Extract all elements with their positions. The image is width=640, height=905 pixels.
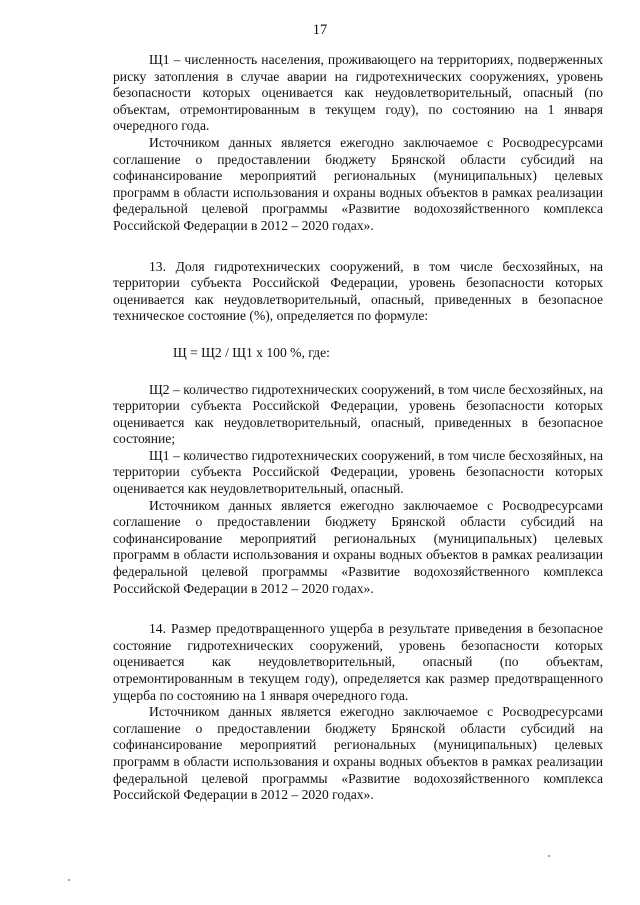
spacer bbox=[113, 235, 603, 259]
document-body bbox=[113, 52, 603, 804]
paragraph-sh1-definition: Щ1 – численность населения, проживающего на территориях, подверженных риску затопления в случае аварии на гидротехнических сооружениях, уровень безопасности которых оценивается как неудовлетворительный, опасный (по объектам, отремонтированным в текущем году), по состоянию на 1 января очередного года. bbox=[113, 52, 603, 134]
paragraph-item-14: 14. Размер предотвращенного ущерба в результате приведения в безопасное состояние гидротехнических сооружений, уровень безопасности которых оценивается как неудовлетворительный, опасный (по объектам, отремонтированным в текущем году), определяется как размер предотвращенного ущерба по состоянию на 1 января очередного года. bbox=[113, 621, 603, 703]
formula: Щ = Щ2 / Щ1 x 100 %, где: bbox=[173, 344, 330, 360]
paragraph-item-13: 13. Доля гидротехнических сооружений, в том числе бесхозяйных, на территории субъекта Российской Федерации, уровень безопасности которых оценивается как неудовлетворительный, опасный, приведенных в безопасное техническое состояние (%), определяется по формуле: bbox=[113, 258, 603, 324]
spacer bbox=[113, 362, 603, 382]
paragraph-sh1-count-definition: Щ1 – количество гидротехнических сооружений, в том числе бесхозяйных, на территории субъекта Российской Федерации, уровень безопасности которых оценивается как неудовлетворительный, опасный. bbox=[113, 447, 603, 497]
paragraph-sh2-definition: Щ2 – количество гидротехнических сооружений, в том числе бесхозяйных, на территории субъекта Российской Федерации, уровень безопасности которых оценивается как неудовлетворительный, опасный, приведенных в безопасное состояние; bbox=[113, 381, 603, 447]
spacer bbox=[113, 325, 603, 345]
paragraph-data-source-3: Источником данных является ежегодно заключаемое с Росводресурсами соглашение о предоставлении бюджету Брянской области субсидий на софинансирование мероприятий региональных (муниципальных) целевых программ в области использования и охраны водных объектов в рамках реализации федеральной целевой программы «Развитие водохозяйственного комплекса Российской Федерации в 2012 – 2020 годах». bbox=[113, 704, 603, 803]
spacer bbox=[113, 597, 603, 621]
paragraph-data-source-1: Источником данных является ежегодно заключаемое с Росводресурсами соглашение о предоставлении бюджету Брянской области субсидий на софинансирование мероприятий региональных (муниципальных) целевых программ в области использования и охраны водных объектов в рамках реализации федеральной целевой программы «Развитие водохозяйственного комплекса Российской Федерации в 2012 – 2020 годах». bbox=[113, 134, 603, 233]
scan-speck bbox=[68, 879, 70, 881]
paragraph-data-source-2: Источником данных является ежегодно заключаемое с Росводресурсами соглашение о предоставлении бюджету Брянской области субсидий на софинансирование мероприятий региональных (муниципальных) целевых программ в области использования и охраны водных объектов в рамках реализации федеральной целевой программы «Развитие водохозяйственного комплекса Российской Федерации в 2012 – 2020 годах». bbox=[113, 497, 603, 596]
scan-speck bbox=[548, 855, 550, 857]
page-number: 17 bbox=[312, 22, 328, 38]
